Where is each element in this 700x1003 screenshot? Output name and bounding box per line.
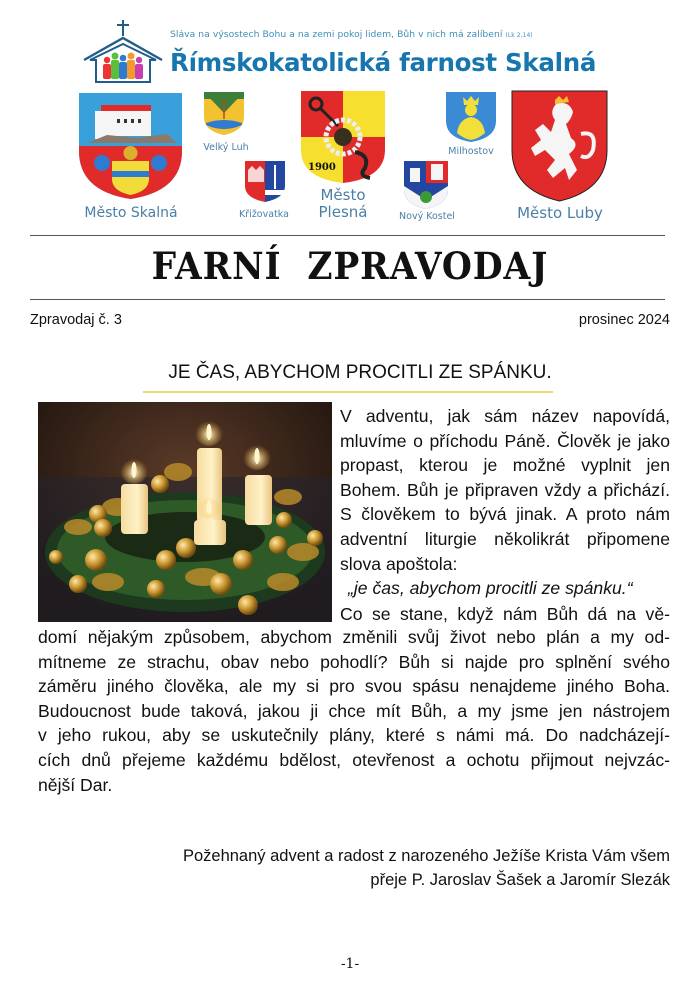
crest-label-plesna bbox=[300, 187, 386, 221]
advent-wreath-photo bbox=[38, 402, 332, 622]
masthead-bottom-rule bbox=[30, 299, 665, 300]
crest-label-skalna: Město Skalná bbox=[84, 205, 178, 221]
motto: Sláva na výsostech Bohu a na zemi pokoj lidem, Bůh v nich má zalíbení (Lk 2,14) bbox=[170, 29, 533, 40]
page-number: -1- bbox=[340, 956, 360, 972]
velky-luh-crest-icon bbox=[203, 91, 245, 136]
body-line: v jeho rukou, aby se uskutečnily plány, které s námi má. Do nadcházejí- bbox=[38, 725, 670, 746]
parish-logo-icon bbox=[82, 18, 164, 84]
plesna-year: 1900 bbox=[308, 162, 336, 173]
luby-crest-icon bbox=[511, 90, 608, 202]
issue-date: prosinec 2024 bbox=[578, 312, 670, 328]
milhostov-crest-icon bbox=[445, 91, 497, 143]
body-line: Budoucnost bude taková, jakou ji chce mít Bůh, a my jsme jen nástrojem bbox=[38, 700, 670, 721]
closing-signature: přeje P. Jaroslav Šašek a Jaromír Slezák bbox=[370, 871, 670, 889]
masthead-top-rule bbox=[30, 235, 665, 236]
krizovatka-crest-icon bbox=[244, 160, 286, 204]
body-line-wrap: Co se stane, když nám Bůh dá na vě- bbox=[340, 604, 670, 624]
apostle-quote: „je čas, abychom procitli ze spánku.“ bbox=[348, 578, 633, 599]
newsletter-title: FARNÍ ZPRAVODAJ bbox=[151, 244, 549, 288]
body-line: nější Dar. bbox=[38, 774, 113, 795]
article-title-underline bbox=[143, 391, 553, 393]
crest-label-luby: Město Luby bbox=[517, 204, 603, 222]
plesna-crest-icon bbox=[300, 90, 386, 185]
article-title: JE ČAS, ABYCHOM PROCITLI ZE SPÁNKU. bbox=[168, 362, 552, 383]
body-line: mítneme ze strachu, obav nebo pohodlí? Bůh si najde pro splnění svého bbox=[38, 651, 670, 672]
issue-number: Zpravodaj č. 3 bbox=[30, 312, 122, 328]
crest-label-plesna-line1: Město bbox=[320, 186, 366, 204]
crest-label-plesna-line2: Plesná bbox=[318, 203, 368, 221]
body-line: domí nějakým způsobem, abychom změnili svůj život nebo plán a my od- bbox=[38, 627, 670, 647]
intro-text: V adventu, jak sám název napovídá, mluvíme o příchodu Páně. Člověk je jako propast, kterou je možné vyplnit jen Bohem. Bůh je připraven vždy a přichází. S člověkem to bývá jinak. A proto nám adventní liturgie několikrát připomene slova apoštola: bbox=[340, 406, 670, 574]
crest-label-velky-luh: Velký Luh bbox=[203, 142, 249, 153]
crest-label-novy-kostel: Nový Kostel bbox=[399, 211, 455, 222]
skalna-crest-icon bbox=[77, 91, 184, 201]
crest-label-krizovatka: Křižovatka bbox=[239, 209, 289, 220]
closing-line-1: Požehnaný advent a radost z narozeného Ježíše Krista Vám všem bbox=[182, 847, 670, 865]
body-line: cích dnů přejeme každému bdělost, otevřenost a ochotu přijmout nejvzác- bbox=[38, 749, 670, 770]
novy-kostel-crest-icon bbox=[403, 160, 449, 210]
parish-name: Římskokatolická farnost Skalná bbox=[170, 48, 597, 77]
closing-greeting bbox=[183, 844, 670, 892]
body-paragraph bbox=[38, 625, 670, 797]
intro-paragraph bbox=[340, 404, 670, 601]
crest-label-milhostov: Milhostov bbox=[448, 146, 494, 157]
body-line: záměru jiného člověka, ale my si pro svou spásu nenajdeme jiného Boha. bbox=[38, 676, 670, 697]
motto-reference: (Lk 2,14) bbox=[505, 32, 533, 39]
